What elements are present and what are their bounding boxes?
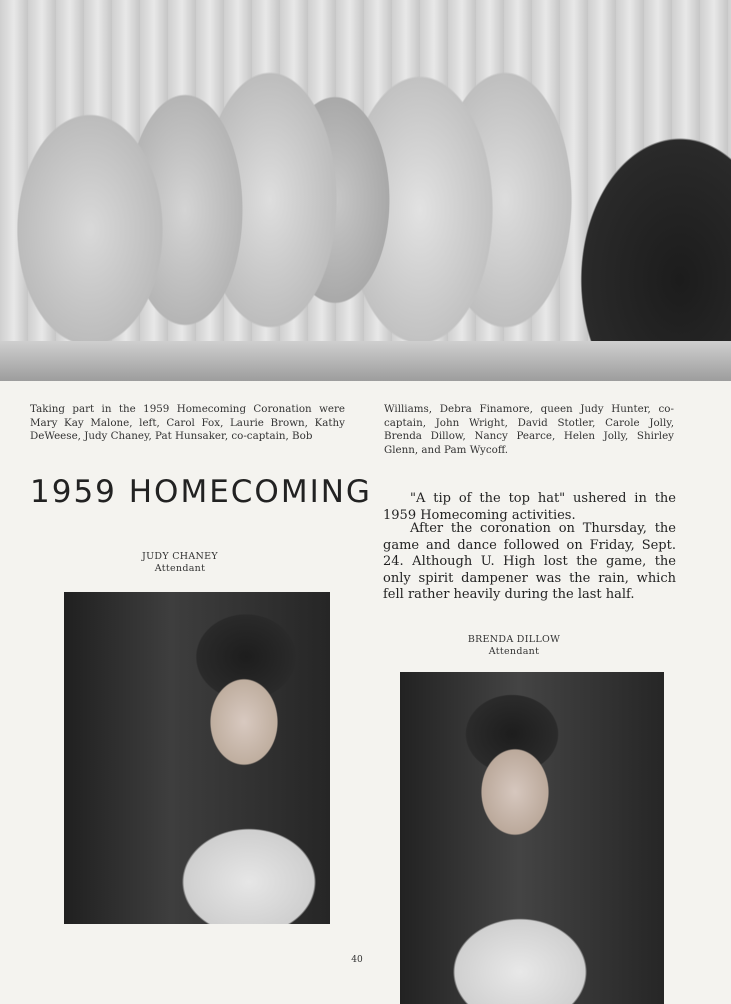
article-paragraph-1: "A tip of the top hat" ushered in the 1959 Homecoming activities. [383,491,676,523]
attendant-label-dillow [454,634,574,658]
attendant-name: BRENDA DILLOW [467,634,561,645]
article-paragraph-2: After the coronation on Thursday, the game and dance followed on Friday, Sept. 24. Although U. High lost the game, the only spirit dampener was the rain, which fell rather heavily during the last half. [383,521,676,602]
attendant-label-chaney [120,551,240,575]
portrait-judy-chaney [64,592,330,924]
photo-caption-left: Taking part in the 1959 Homecoming Coronation were Mary Kay Malone, left, Carol Fox, Laurie Brown, Kathy DeWeese, Judy Chaney, Pat Hunsaker, co-captain, Bob [30,403,345,443]
portrait-brenda-dillow [400,672,664,1004]
page-title: 1959 HOMECOMING [30,474,372,510]
attendant-role: Attendant [154,563,206,574]
stage-platform [0,341,731,381]
page-number: 40 [351,955,363,965]
attendant-name: JUDY CHANEY [142,551,218,562]
photo-caption-right: Williams, Debra Finamore, queen Judy Hunter, co-captain, John Wright, David Stotler, Carole Jolly, Brenda Dillow, Nancy Pearce, Helen Jolly, Shirley Glenn, and Pam Wycoff. [384,403,674,456]
attendant-role: Attendant [488,646,540,657]
coronation-group-photo [0,0,731,381]
